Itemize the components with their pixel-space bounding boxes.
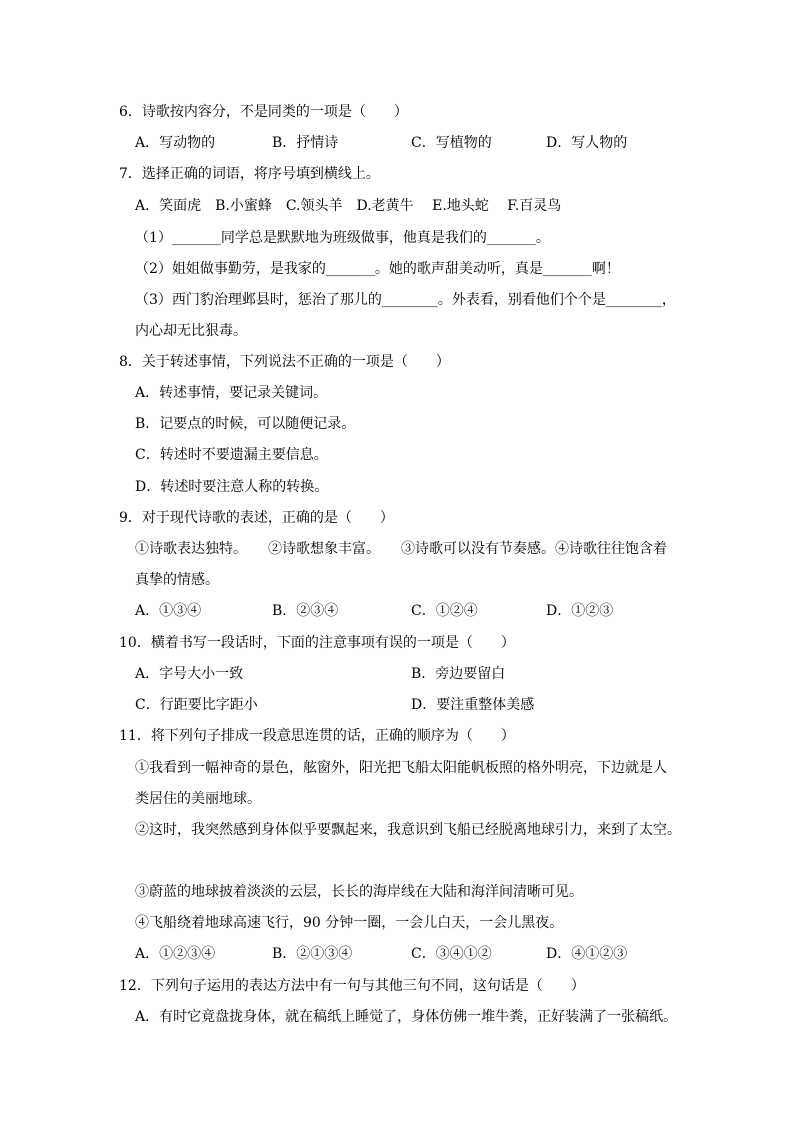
q9-option-d: D．①②③ xyxy=(546,603,614,619)
q11-stem: 11．将下列句子排成一段意思连贯的话，正确的顺序为（ ） xyxy=(119,728,515,744)
q9-statements: ①诗歌表达独特。 ②诗歌想象丰富。 ③诗歌可以没有节奏感。④诗歌往往饱含着 xyxy=(135,541,667,557)
q6-option-a: A．写动物的 xyxy=(135,135,216,151)
q11-sentence-3: ③蔚蓝的地球披着淡淡的云层，长长的海岸线在大陆和海洋间清晰可见。 xyxy=(135,884,583,900)
q10-option-b: B．旁边要留白 xyxy=(411,666,506,682)
q7-sentence-1: （1）_______同学总是默默地为班级做事，他真是我们的_______。 xyxy=(135,230,550,246)
q6-stem: 6．诗歌按内容分，不是同类的一项是（ ） xyxy=(119,104,408,120)
q10-option-c: C．行距要比字距小 xyxy=(135,697,258,713)
q7-sentence-3: （3）西门豹治理邺县时，惩治了那儿的________。外表看，别看他们个个是________， xyxy=(135,292,676,308)
q11-option-a: A．①②③④ xyxy=(135,946,216,962)
q6-option-b: B．抒情诗 xyxy=(272,135,339,151)
q8-stem: 8．关于转述事情，下列说法不正确的一项是（ ） xyxy=(119,354,450,370)
q10-option-a: A．字号大小一致 xyxy=(135,666,244,682)
q11-option-b: B．②①③④ xyxy=(272,946,353,962)
q9-stem: 9．对于现代诗歌的表述，正确的是（ ） xyxy=(119,510,394,526)
q7-sentence-3-cont: 内心却无比狠毒。 xyxy=(135,323,247,339)
q10-stem: 10．横着书写一段话时，下面的注意事项有误的一项是（ ） xyxy=(119,635,515,651)
q9-statements-cont: 真挚的情感。 xyxy=(135,572,219,588)
q9-option-a: A．①③④ xyxy=(135,603,202,619)
q9-option-b: B．②③④ xyxy=(272,603,339,619)
q12-option-a: A．有时它竟盘拢身体，就在稿纸上睡觉了，身体仿佛一堆牛粪，正好装满了一张稿纸。 xyxy=(135,1009,678,1025)
q8-option-d: D．转述时要注意人称的转换。 xyxy=(135,479,329,495)
q7-word-list: A．笑面虎 B.小蜜蜂 C.领头羊 D.老黄牛 E.地头蛇 F.百灵鸟 xyxy=(135,198,562,214)
q11-option-d: D．④①②③ xyxy=(546,946,628,962)
q9-option-c: C．①②④ xyxy=(411,603,478,619)
q11-sentence-1: ①我看到一幅神奇的景色，舷窗外，阳光把飞船太阳能帆板照的格外明亮，下边就是人 xyxy=(135,760,667,776)
q11-sentence-1-cont: 类居住的美丽地球。 xyxy=(135,791,261,807)
q11-sentence-4: ④飞船绕着地球高速飞行，90 分钟一圈，一会儿白天，一会儿黑夜。 xyxy=(135,915,564,931)
q7-stem: 7．选择正确的词语，将序号填到横线上。 xyxy=(119,166,380,182)
q8-option-c: C．转述时不要遗漏主要信息。 xyxy=(135,447,328,463)
q7-sentence-2: （2）姐姐做事勤劳，是我家的_______。她的歌声甜美动听，真是_______啊！ xyxy=(135,261,620,277)
q8-option-a: A．转述事情，要记录关键词。 xyxy=(135,385,328,401)
q11-sentence-2: ②这时，我突然感到身体似乎要飘起来，我意识到飞船已经脱离地球引力，来到了太空。 xyxy=(135,822,681,838)
q12-stem: 12．下列句子运用的表达方法中有一句与其他三句不同，这句话是（ ） xyxy=(119,978,585,994)
q10-option-d: D．要注重整体美感 xyxy=(411,697,535,713)
q8-option-b: B．记要点的时候，可以随便记录。 xyxy=(135,416,356,432)
q6-option-c: C．写植物的 xyxy=(411,135,492,151)
q6-option-d: D．写人物的 xyxy=(546,135,628,151)
q11-option-c: C．③④①② xyxy=(411,946,492,962)
